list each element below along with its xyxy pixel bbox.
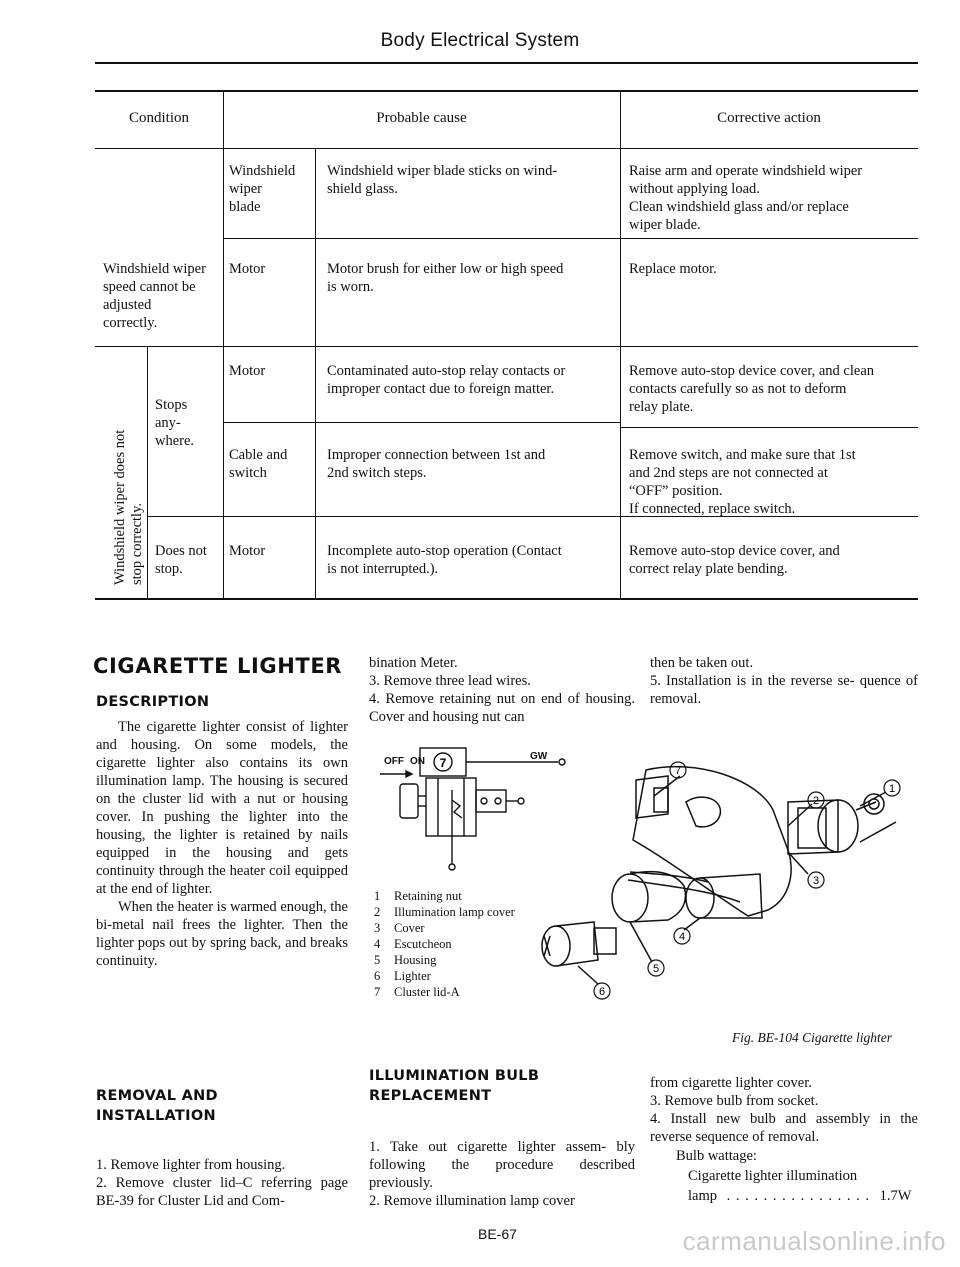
description-paragraph-2: When the heater is warmed enough, the bi-metal nail frees the lighter. Then the lighter pops out by spring back, and breaks continuity. [96,899,348,969]
col-divider-component [315,148,316,600]
action-raise-arm: Raise arm and operate windshield wiper without applying load. Clean windshield glass and/or replace wiper blade. [629,163,863,233]
section-title: CIGARETTE LIGHTER [93,654,343,678]
removal-step-1: 1. Remove lighter from housing. [96,1157,286,1173]
callout-7: 7 [674,765,682,777]
bulb-item-row [688,1188,911,1205]
col3-bottom-text [650,1074,918,1146]
condition-speed: Windshield wiper speed cannot be adjusted correctly. [103,261,206,331]
cause-motor-brush: Motor brush for either low or high speed is worn. [327,261,564,295]
col3-line-1: then be taken out. [650,655,754,671]
col2-line-1: bination Meter. [369,655,458,671]
table-top-border [95,90,918,92]
cigarette-lighter-figure [368,740,920,1020]
removal-step-2: 2. Remove cluster lid–C referring page BE-39 for Cluster Lid and Com- [96,1175,348,1209]
description-heading: DESCRIPTION [96,694,210,710]
callout-2: 2 [812,795,820,807]
removal-steps [96,1156,348,1210]
switch-off-label: OFF [384,756,404,767]
cause-incomplete-autostop: Incomplete auto-stop operation (Contact is not interrupted.). [327,543,562,577]
cause-blade-sticks: Windshield wiper blade sticks on wind- shield glass. [327,163,558,197]
callout-5: 5 [652,963,660,975]
callout-1: 1 [888,783,896,795]
legend-item-5: 5 Housing [374,953,437,967]
row-divider-3 [223,422,620,423]
action-correct-relay: Remove auto-stop device cover, and correct relay plate bending. [629,543,840,577]
col3-step-3: 3. Remove bulb from socket. [650,1093,819,1109]
component-motor-1: Motor [229,261,266,277]
legend-item-7: 7 Cluster lid-A [374,985,460,999]
component-motor-2: Motor [229,363,266,379]
col3-line-2: from cigarette lighter cover. [650,1075,812,1091]
wire-gw-label: GW [530,751,548,762]
callout-7-schematic: 7 [439,756,447,770]
bulb-dots: . . . . . . . . . . . . . . . . [726,1188,870,1204]
watermark: carmanualsonline.info [682,1226,946,1256]
header-rule [95,62,918,64]
col-divider-condition [223,90,224,600]
condition-stop-line1: Windshield wiper does not [112,429,128,585]
component-wiper-blade: Windshield wiper blade [229,163,296,215]
legend-item-4: 4 Escutcheon [374,937,452,951]
legend-item-2: 2 Illumination lamp cover [374,905,515,919]
description-paragraph-1: The cigarette lighter consist of lighter and housing. On some models, the cigarette lighter also contains its own illumination lamp. The housing is secured on the cluster lid with a nut or housing cover. In pushing the lighter into the housing, the lighter is retained by nails equipped in the housing and gets continuity through the heater coil equipped at the end of lighter. [96,719,348,897]
col-divider-cause [620,90,621,600]
callout-4: 4 [678,931,686,943]
row-divider-2 [95,346,918,347]
illumination-heading: ILLUMINATION BULB REPLACEMENT [369,1068,540,1104]
page-number: BE-67 [478,1226,517,1242]
bulb-item-line2: lamp [688,1188,717,1204]
header-probable-cause: Probable cause [376,110,467,126]
legend-item-6: 6 Lighter [374,969,431,983]
bulb-wattage-label: Bulb wattage: [676,1148,757,1164]
action-replace-motor: Replace motor. [629,261,717,277]
row-divider-1 [223,238,918,239]
callout-3: 3 [812,875,820,887]
row-divider-3b [620,427,918,428]
page-header: Body Electrical System [380,30,580,51]
illumination-steps [369,1138,635,1210]
condition-stop-line2: stop correctly. [129,502,145,585]
bulb-item-line1: Cigarette lighter illumination [688,1168,858,1184]
col3-top-text [650,654,918,708]
action-replace-switch: Remove switch, and make sure that 1st and 2nd steps are not connected at “OFF” position. If connected, replace switch. [629,447,856,517]
cause-switch-steps: Improper connection between 1st and 2nd switch steps. [327,447,546,481]
header-condition: Condition [128,110,189,126]
removal-heading: REMOVAL AND INSTALLATION [96,1088,218,1124]
component-cable-switch: Cable and switch [229,447,288,481]
troubleshooting-table [95,90,918,600]
component-motor-3: Motor [229,543,266,559]
col2-top-text [369,654,635,726]
col3-step-4: 4. Install new bulb and assembly in the reverse sequence of removal. [650,1111,918,1145]
legend-item-1: 1 Retaining nut [374,889,462,903]
description-body [96,718,348,970]
col3-step-5: 5. Installation is in the reverse se- quence of removal. [650,673,918,707]
figure-caption: Fig. BE-104 Cigarette lighter [732,1030,892,1045]
exploded-view-drawing [368,740,920,1020]
col2-step-3: 3. Remove three lead wires. [369,673,531,689]
action-clean-contacts: Remove auto-stop device cover, and clean contacts carefully so as not to deform relay plate. [629,363,875,415]
subcondition-does-not-stop: Does not stop. [155,543,207,577]
bulb-wattage-value: 1.7W [879,1188,912,1204]
subcondition-stops-anywhere: Stops any- where. [155,397,195,449]
cause-relay-contacts: Contaminated auto-stop relay contacts or improper contact due to foreign matter. [327,363,566,397]
illumination-step-2: 2. Remove illumination lamp cover [369,1193,575,1209]
table-bottom-border [95,598,918,600]
header-corrective-action: Corrective action [717,110,821,126]
switch-on-label: ON [410,756,425,767]
callout-6: 6 [598,986,606,998]
header-divider [95,148,918,149]
legend-item-3: 3 Cover [374,921,425,935]
col-divider-subcondition [147,346,148,600]
illumination-step-1: 1. Take out cigarette lighter assem- bly following the procedure described previously. [369,1139,635,1191]
col2-step-4: 4. Remove retaining nut on end of housing. Cover and housing nut can [369,691,635,725]
